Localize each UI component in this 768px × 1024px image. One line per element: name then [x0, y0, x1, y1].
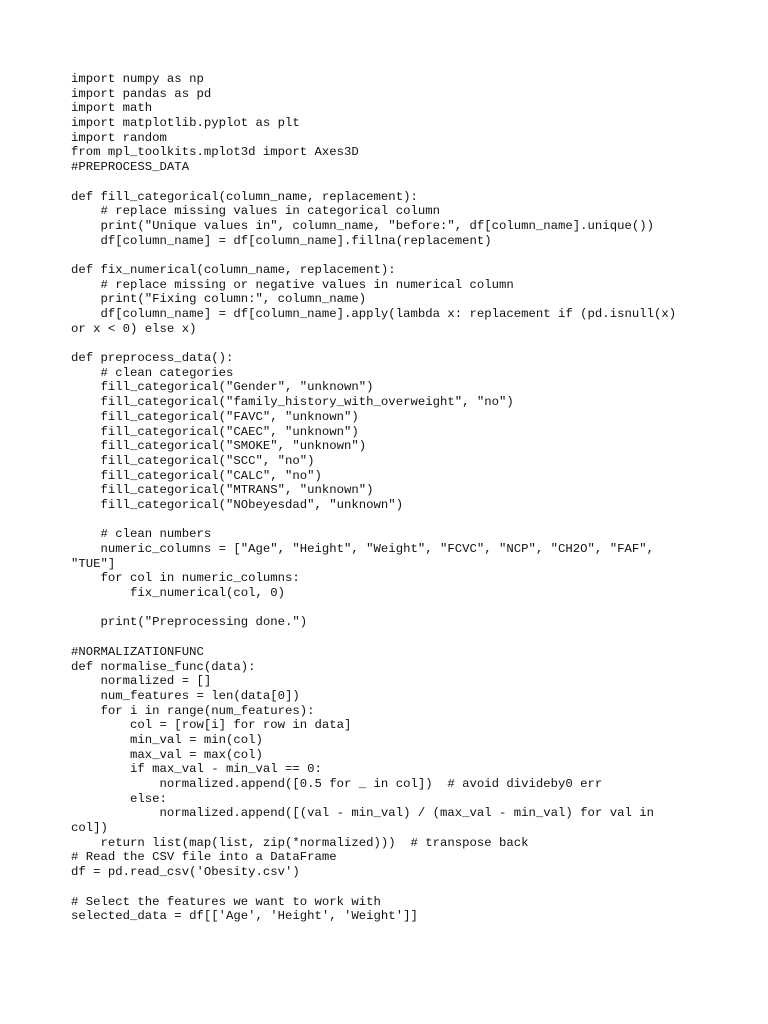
- code-line: from mpl_toolkits.mplot3d import Axes3D: [71, 145, 359, 160]
- code-line: fill_categorical("SCC", "no"): [71, 453, 315, 468]
- code-line: [71, 630, 711, 645]
- code-line: fill_categorical("SMOKE", "unknown"): [71, 439, 367, 454]
- code-line: max_val = max(col): [71, 747, 263, 762]
- code-line: for i in range(num_features):: [71, 703, 315, 718]
- code-listing: [71, 72, 711, 924]
- code-line: [71, 880, 711, 895]
- code-line: num_features = len(data[0]): [71, 688, 300, 703]
- code-line: fill_categorical("family_history_with_overweight", "no"): [71, 395, 514, 410]
- code-line: [71, 513, 711, 528]
- code-line: min_val = min(col): [71, 732, 263, 747]
- code-line: df[column_name] = df[column_name].apply(lambda x: replacement if (pd.isnull(x): [71, 307, 677, 321]
- code-line: if max_val - min_val == 0:: [71, 762, 322, 777]
- code-line: fill_categorical("CALC", "no"): [71, 468, 322, 483]
- code-line: # Read the CSV file into a DataFrame: [71, 850, 337, 865]
- code-line: normalized = []: [71, 674, 212, 689]
- code-line: selected_data = df[['Age', 'Height', 'Weight']]: [71, 909, 418, 924]
- code-line: #NORMALIZATIONFUNC: [71, 644, 204, 659]
- code-line: else:: [71, 791, 167, 806]
- code-line: fill_categorical("MTRANS", "unknown"): [71, 483, 374, 498]
- code-line: # Select the features we want to work with: [71, 894, 381, 909]
- code-line: import math: [71, 101, 153, 116]
- code-line: col = [row[i] for row in data]: [71, 718, 352, 733]
- code-line: df[column_name] = df[column_name].fillna(replacement): [71, 233, 492, 248]
- code-line: normalized.append([0.5 for _ in col]) # avoid divideby0 err: [71, 777, 603, 791]
- code-line: import matplotlib.pyplot as plt: [71, 116, 300, 131]
- code-line: def normalise_func(data):: [71, 659, 256, 674]
- code-line: print("Preprocessing done."): [71, 615, 308, 630]
- code-line: [71, 175, 711, 190]
- code-line: numeric_columns = ["Age", "Height", "Weight", "FCVC", "NCP", "CH2O", "FAF",: [71, 542, 654, 556]
- code-line: fill_categorical("NObeyesdad", "unknown"): [71, 497, 404, 512]
- code-line: # clean categories: [71, 365, 234, 380]
- code-line: col]): [71, 821, 108, 836]
- code-line: # clean numbers: [71, 527, 212, 542]
- code-line: for col in numeric_columns:: [71, 571, 300, 586]
- code-line: def fix_numerical(column_name, replacement):: [71, 262, 396, 277]
- code-line: fill_categorical("Gender", "unknown"): [71, 380, 374, 395]
- code-line: fill_categorical("FAVC", "unknown"): [71, 409, 359, 424]
- code-line: [71, 601, 711, 616]
- code-line: or x < 0) else x): [71, 321, 197, 336]
- code-line: def fill_categorical(column_name, replacement):: [71, 189, 418, 204]
- code-line: print("Unique values in", column_name, "before:", df[column_name].unique()): [71, 218, 654, 233]
- code-line: import numpy as np: [71, 72, 204, 86]
- code-line: [71, 248, 711, 263]
- code-line: def preprocess_data():: [71, 351, 234, 366]
- code-line: fill_categorical("CAEC", "unknown"): [71, 424, 359, 439]
- code-line: "TUE"]: [71, 556, 116, 571]
- code-line: # replace missing values in categorical column: [71, 204, 440, 219]
- code-line: # replace missing or negative values in numerical column: [71, 277, 514, 292]
- code-line: df = pd.read_csv('Obesity.csv'): [71, 865, 300, 880]
- code-line: import pandas as pd: [71, 86, 212, 101]
- code-line: #PREPROCESS_DATA: [71, 160, 190, 175]
- code-line: normalized.append([(val - min_val) / (max_val - min_val) for val in: [71, 806, 654, 821]
- code-line: print("Fixing column:", column_name): [71, 292, 367, 307]
- code-line: return list(map(list, zip(*normalized))) # transpose back: [71, 835, 529, 850]
- code-line: fix_numerical(col, 0): [71, 586, 286, 601]
- code-line: [71, 336, 711, 351]
- code-line: import random: [71, 130, 167, 145]
